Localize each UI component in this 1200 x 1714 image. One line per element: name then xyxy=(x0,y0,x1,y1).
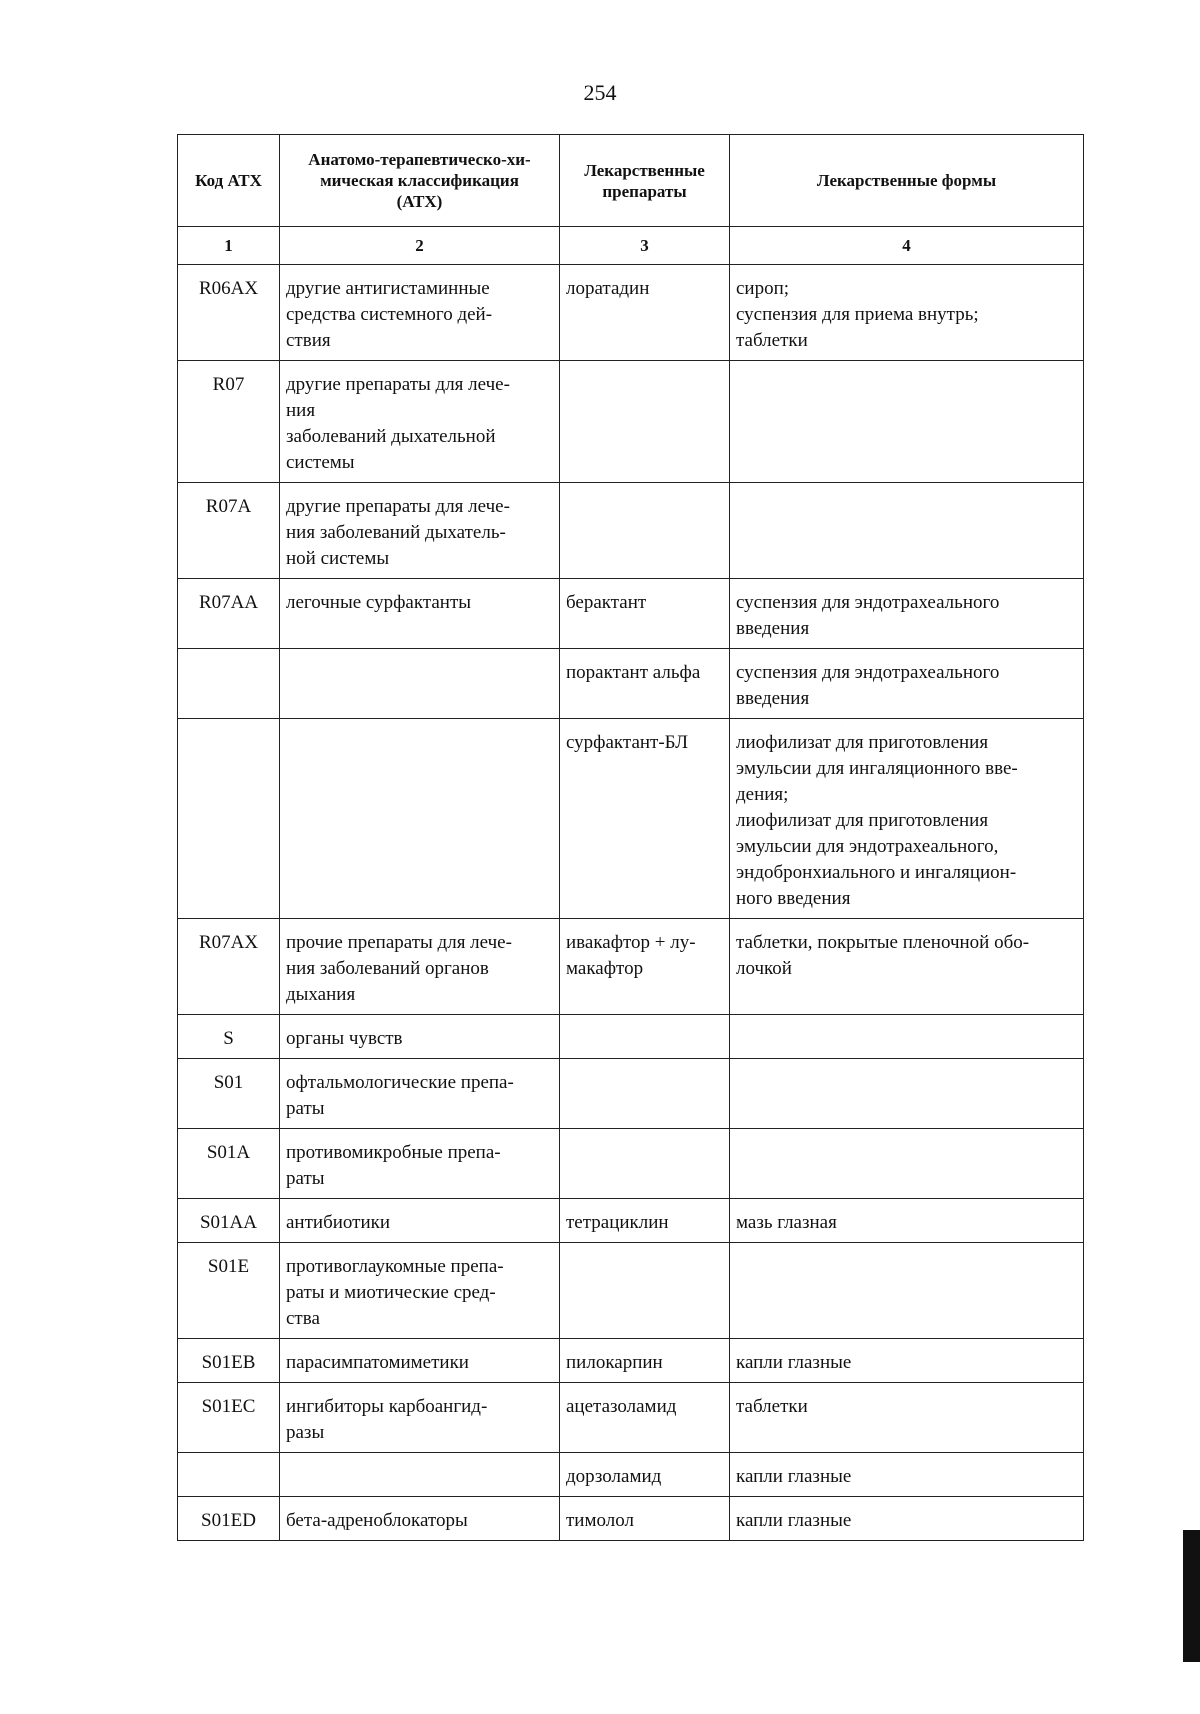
atx-code: R07AA xyxy=(178,579,280,649)
drug-name: ацетазоламид xyxy=(560,1383,730,1453)
atx-code: R07 xyxy=(178,361,280,483)
dosage-forms: мазь глазная xyxy=(730,1199,1084,1243)
atx-code: S01AA xyxy=(178,1199,280,1243)
dosage-forms xyxy=(730,1243,1084,1339)
table-header xyxy=(178,135,1084,265)
table-row xyxy=(178,361,1084,483)
dosage-forms: сироп; суспензия для приема внутрь; таблетки xyxy=(730,265,1084,361)
classification: антибиотики xyxy=(280,1199,560,1243)
drug-name: ивакафтор + лу- макафтор xyxy=(560,919,730,1015)
dosage-forms: суспензия для эндотрахеального введения xyxy=(730,649,1084,719)
classification: другие антигистаминные средства системного дей- ствия xyxy=(280,265,560,361)
page-number: 254 xyxy=(583,80,617,105)
table-body xyxy=(178,265,1084,1541)
classification: органы чувств xyxy=(280,1015,560,1059)
header-drugs: Лекарственные препараты xyxy=(560,135,730,227)
drug-name: берактант xyxy=(560,579,730,649)
table-row xyxy=(178,1453,1084,1497)
drug-name xyxy=(560,1129,730,1199)
drug-name: лоратадин xyxy=(560,265,730,361)
dosage-forms: таблетки, покрытые пленочной обо- лочкой xyxy=(730,919,1084,1015)
dosage-forms xyxy=(730,1129,1084,1199)
scan-edge-mark xyxy=(1183,1530,1200,1662)
atx-code xyxy=(178,719,280,919)
table-row xyxy=(178,719,1084,919)
atx-code: S01E xyxy=(178,1243,280,1339)
classification: противомикробные препа- раты xyxy=(280,1129,560,1199)
drug-name xyxy=(560,1243,730,1339)
dosage-forms xyxy=(730,1015,1084,1059)
header-classification: Анатомо-терапевтическо-хи- мическая классификация (АТХ) xyxy=(280,135,560,227)
header-forms: Лекарственные формы xyxy=(730,135,1084,227)
drug-name: сурфактант-БЛ xyxy=(560,719,730,919)
column-number: 3 xyxy=(560,227,730,265)
atx-table xyxy=(177,134,1084,1541)
classification xyxy=(280,649,560,719)
atx-code xyxy=(178,1453,280,1497)
table-row xyxy=(178,1339,1084,1383)
atx-code: R07AX xyxy=(178,919,280,1015)
dosage-forms: капли глазные xyxy=(730,1453,1084,1497)
table-row xyxy=(178,1129,1084,1199)
table-row xyxy=(178,265,1084,361)
classification: парасимпатомиметики xyxy=(280,1339,560,1383)
header-row xyxy=(178,135,1084,227)
dosage-forms: капли глазные xyxy=(730,1497,1084,1541)
drug-name xyxy=(560,1059,730,1129)
classification xyxy=(280,719,560,919)
dosage-forms xyxy=(730,1059,1084,1129)
classification: ингибиторы карбоангид- разы xyxy=(280,1383,560,1453)
atx-code: S01EB xyxy=(178,1339,280,1383)
dosage-forms xyxy=(730,483,1084,579)
atx-code: S01EC xyxy=(178,1383,280,1453)
table-row xyxy=(178,483,1084,579)
drug-name: пилокарпин xyxy=(560,1339,730,1383)
dosage-forms: таблетки xyxy=(730,1383,1084,1453)
atx-code: R06AX xyxy=(178,265,280,361)
table-row xyxy=(178,1015,1084,1059)
atx-code: S01 xyxy=(178,1059,280,1129)
dosage-forms xyxy=(730,361,1084,483)
table-row xyxy=(178,1243,1084,1339)
drug-name: дорзоламид xyxy=(560,1453,730,1497)
drug-name: порактант альфа xyxy=(560,649,730,719)
drug-name xyxy=(560,361,730,483)
atx-code: S xyxy=(178,1015,280,1059)
dosage-forms: суспензия для эндотрахеального введения xyxy=(730,579,1084,649)
classification: другие препараты для лече- ния заболеваний дыхательной системы xyxy=(280,361,560,483)
classification: офтальмологические препа- раты xyxy=(280,1059,560,1129)
column-number: 1 xyxy=(178,227,280,265)
table-row xyxy=(178,1199,1084,1243)
classification: бета-адреноблокаторы xyxy=(280,1497,560,1541)
dosage-forms: капли глазные xyxy=(730,1339,1084,1383)
classification xyxy=(280,1453,560,1497)
table-row xyxy=(178,1383,1084,1453)
table-row xyxy=(178,1497,1084,1541)
column-number: 2 xyxy=(280,227,560,265)
drug-name: тимолол xyxy=(560,1497,730,1541)
drug-name xyxy=(560,1015,730,1059)
table-row xyxy=(178,1059,1084,1129)
column-number-row xyxy=(178,227,1084,265)
table-row xyxy=(178,649,1084,719)
classification: прочие препараты для лече- ния заболеваний органов дыхания xyxy=(280,919,560,1015)
column-number: 4 xyxy=(730,227,1084,265)
atx-code xyxy=(178,649,280,719)
header-code: Код АТХ xyxy=(178,135,280,227)
classification: легочные сурфактанты xyxy=(280,579,560,649)
classification: другие препараты для лече- ния заболеваний дыхатель- ной системы xyxy=(280,483,560,579)
classification: противоглаукомные препа- раты и миотические сред- ства xyxy=(280,1243,560,1339)
table-row xyxy=(178,579,1084,649)
dosage-forms: лиофилизат для приготовления эмульсии для ингаляционного вве- дения; лиофилизат для приготовления эмульсии для эндотрахеального, эндобронхиального и ингаляцион- ного введения xyxy=(730,719,1084,919)
atx-code: S01A xyxy=(178,1129,280,1199)
atx-code: R07A xyxy=(178,483,280,579)
table-row xyxy=(178,919,1084,1015)
drug-name: тетрациклин xyxy=(560,1199,730,1243)
atx-code: S01ED xyxy=(178,1497,280,1541)
drug-name xyxy=(560,483,730,579)
